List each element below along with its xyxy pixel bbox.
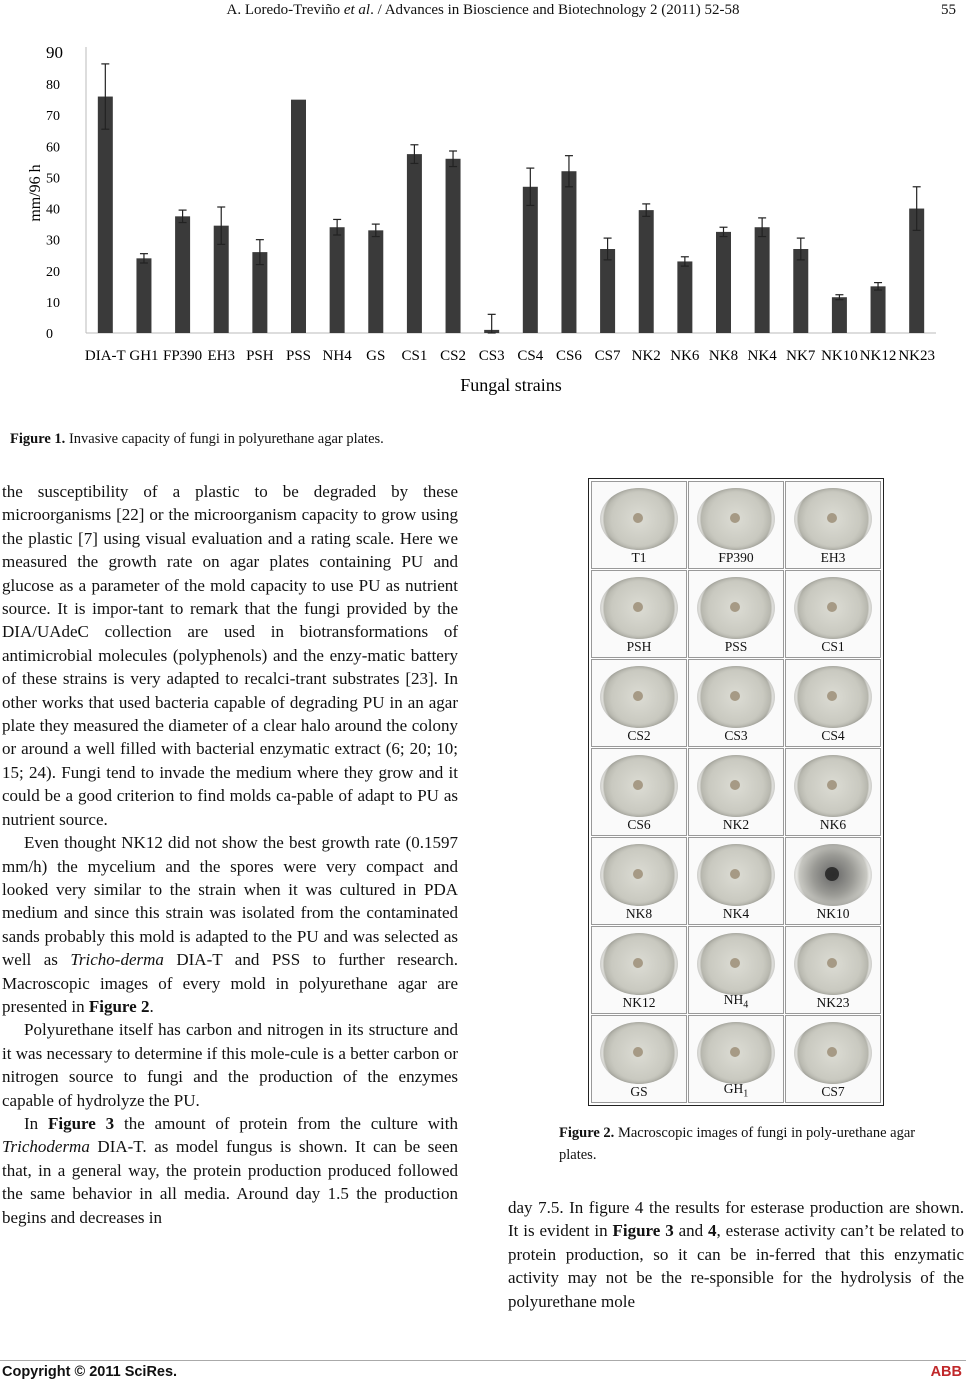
bars [98,64,924,333]
x-tick-label: PSS [285,348,312,364]
y-tick-label: 50 [46,171,60,187]
plate-cell [688,659,784,747]
plate-cell [688,926,784,1014]
running-head: A. Loredo-Treviño et al. / Advances in Bioscience and Biotechnology 2 (2011) 52-58 [226,2,740,18]
paragraph: the susceptibility of a plastic to be degraded by these microorganisms [22] or the microorganism capacity to grow using the plastic [7] using visual evaluation and a rating scale. Here we measured the growth rate on agar plates containing PU and glucose as a parameter of the mold capacity to use PU as nutrient source. It is impor-tant to remark that the fungi provided by the DIA/UAdeC collection are used in biotransformations of antimicrobial molecules (polyphenols) and the enzy-matic battery of these strains is very adapted to recalci-trant substrates [23]. In other works that used bacteria capable of degrading PU in an agar plate they measured the diameter of a clear halo around the colony or around a well filled with bacterial enzymatic extract (6; 20; 10; 15; 24). Fungi tend to invade the medium where they grow and it could be a good criterion to find molds ca-pable of adapt to PU as nutrient source. [2,482,458,829]
petri-dish-image [794,1022,872,1084]
x-tick-label: CS2 [440,348,466,364]
petri-dish-image [794,577,872,639]
figure1-caption-label: Figure 1. [10,431,66,447]
bar [291,100,306,333]
x-tick-label: EH3 [207,348,235,364]
colony-mark [827,691,837,701]
colony-mark [827,780,837,790]
plate-cell [785,659,881,747]
page-footer [0,1364,966,1384]
running-header [0,2,966,22]
x-tick-label: NK6 [670,348,700,364]
colony-mark [730,602,740,612]
bar [639,210,654,333]
petri-dish-image [697,666,775,728]
y-tick-label: 70 [46,109,60,125]
y-axis-label: mm/96 h [27,164,44,222]
colony-mark [827,1047,837,1057]
paragraph: Even thought NK12 did not show the best growth rate (0.1597 mm/h) the mycelium and the spores were very compact and looked very similar to the strain when it was cultured in PDA medium and since this strain was isolated from the contaminated sands probably this mold is adapted to the PU and was selected as well as Tricho-derma DIA-T and PSS to further research. Macroscopic images of every mold in polyurethane agar are presented in Figure 2. [2,833,458,1016]
x-tick-label: CS6 [556,348,582,364]
petri-dish-image [697,844,775,906]
bar [330,227,345,333]
figure2-plate-grid [588,478,884,1106]
colony-mark [633,780,643,790]
plate-cell [591,659,687,747]
plate-label: FP390 [718,550,754,565]
page-number: 55 [941,2,956,18]
bar [98,97,113,333]
x-tick-label: GH1 [129,348,159,364]
x-tick-labels [85,348,935,364]
x-tick-label: CS3 [478,348,505,364]
plate-label: CS6 [627,817,651,832]
plate-label: PSS [724,639,748,654]
plate-cell [591,837,687,925]
plate-label: CS7 [821,1084,845,1099]
plate-label: CS4 [821,728,845,743]
plate-label: CS2 [627,728,651,743]
x-tick-label: CS1 [401,348,428,364]
colony-mark [633,513,643,523]
y-tick-label: 80 [46,78,60,94]
x-tick-label: CS4 [517,348,544,364]
bar [175,216,190,333]
bar [716,232,731,333]
plate-label: CS3 [724,728,748,743]
plate-cell [785,748,881,836]
plate-label: CS1 [821,639,845,654]
plate-cell [688,481,784,569]
plate-cell [785,926,881,1014]
colony-mark [730,1047,740,1057]
plate-label: NK6 [819,817,847,832]
figure2-caption [559,1122,939,1166]
plate-cell [785,837,881,925]
x-tick-label: NH4 [322,348,352,364]
x-tick-label: CS7 [594,348,621,364]
plate-cell [591,1015,687,1103]
plate-cell [591,748,687,836]
plate-cell [688,837,784,925]
figure1-bar-chart [0,30,966,400]
colony-mark [825,867,839,881]
plate-label: $NH_4$ [723,992,749,1011]
y-tick-label: 30 [46,233,60,249]
plate-label: NK10 [816,906,850,921]
plate-label: NK8 [625,906,653,921]
colony-mark [633,1047,643,1057]
plate-cell [591,481,687,569]
plate-label: NK2 [722,817,750,832]
bar [600,249,615,333]
petri-dish-image [794,844,872,906]
plate-cell [591,926,687,1014]
plate-label-subscript: 1 [743,1089,749,1100]
figure2-caption-label: Figure 2. [559,1125,615,1141]
plate-label: $GH_1$ [723,1081,749,1100]
plate-label: GS [630,1084,648,1099]
plate-cell [688,748,784,836]
petri-dish-image [600,666,678,728]
bar [523,187,538,333]
paragraph: day 7.5. In figure 4 the results for esterase production are shown. It is evident in Figure 3 and 4, esterase activity can’t be related to protein production, so it can be in-ferred that this enzymatic activity may not be the re-sponsible for the hydrolysis of the polyurethane mole [508,1198,965,1311]
bar [561,171,576,333]
bar [755,227,770,333]
y-tick-label: 60 [46,140,60,156]
plate-label: T1 [631,550,647,565]
bar [832,297,847,333]
x-tick-label: NK2 [631,348,661,364]
plate-label: PSH [626,639,652,654]
plate-label: EH3 [820,550,846,565]
colony-mark [730,780,740,790]
left-column [2,480,458,1229]
copyright: Copyright © 2011 SciRes. [2,1364,178,1380]
y-tick-label: 20 [46,264,60,280]
plate-label: NK23 [816,995,850,1010]
colony-mark [633,602,643,612]
petri-dish-image [794,666,872,728]
plate-cell [688,1015,784,1103]
colony-mark [633,958,643,968]
x-tick-label: GS [366,348,386,364]
right-column [508,1196,964,1313]
y-tick-label: 0 [46,327,53,342]
paragraph: Polyurethane itself has carbon and nitrogen in its structure and it was necessary to determine if this mole-cule is a better carbon or nitrogen source to fungi and the production of the enzymes capable of hydrolyze the PU. [2,1020,458,1110]
y-tick-label: 40 [46,202,60,218]
bar [368,230,383,333]
colony-mark [827,958,837,968]
colony-mark [730,513,740,523]
colony-mark [633,691,643,701]
x-tick-label: PSH [246,348,274,364]
figure2-caption-text: Macroscopic images of fungi in poly-urethane agar plates. [559,1125,916,1163]
bar [871,286,886,333]
bar [793,249,808,333]
x-tick-label: NK7 [786,348,816,364]
plate-cell [688,570,784,658]
bar [446,159,461,333]
x-tick-label: NK23 [898,348,936,364]
petri-dish-image [600,755,678,817]
bar [407,154,422,333]
petri-dish-image [600,844,678,906]
journal-abbrev: ABB [930,1364,962,1380]
petri-dish-image [600,577,678,639]
petri-dish-image [794,755,872,817]
plate-cell [785,481,881,569]
petri-dish-image [697,933,775,995]
y-tick-label: 10 [46,295,60,311]
petri-dish-image [600,1022,678,1084]
bar [677,261,692,333]
petri-dish-image [600,933,678,995]
paragraph: In Figure 3 the amount of protein from the culture with Trichoderma DIA-T. as model fungus is shown. It can be seen that, in a general way, the protein production produced followed the same behavior in all media. Around day 1.5 the production begins and decreases in [2,1113,458,1227]
colony-mark [730,691,740,701]
colony-mark [827,602,837,612]
figure1-caption [10,428,384,450]
petri-dish-image [600,488,678,550]
x-tick-label: NK4 [747,348,777,364]
petri-dish-image [697,577,775,639]
x-tick-label: FP390 [162,348,203,364]
petri-dish-image [697,755,775,817]
bar [136,258,151,333]
colony-mark [827,513,837,523]
plate-label: NK4 [722,906,750,921]
footer-rule [0,1360,966,1361]
x-tick-label: NK10 [821,348,858,364]
petri-dish-image [794,933,872,995]
x-axis-label: Fungal strains [460,375,562,395]
x-tick-label: NK12 [859,348,897,364]
petri-dish-image [794,488,872,550]
colony-mark [633,869,643,879]
colony-mark [730,869,740,879]
figure1-caption-text: Invasive capacity of fungi in polyurethane agar plates. [65,431,384,447]
petri-dish-image [697,1022,775,1084]
x-tick-label: NK8 [708,348,739,364]
colony-mark [730,958,740,968]
plate-label-subscript: 4 [743,1000,749,1011]
petri-dish-image [697,488,775,550]
plate-cell [785,1015,881,1103]
plate-cell [785,570,881,658]
plate-cell [591,570,687,658]
plate-label: NK12 [622,995,656,1010]
y-tick-label: 90 [46,43,63,62]
x-tick-label: DIA-T [84,348,126,364]
